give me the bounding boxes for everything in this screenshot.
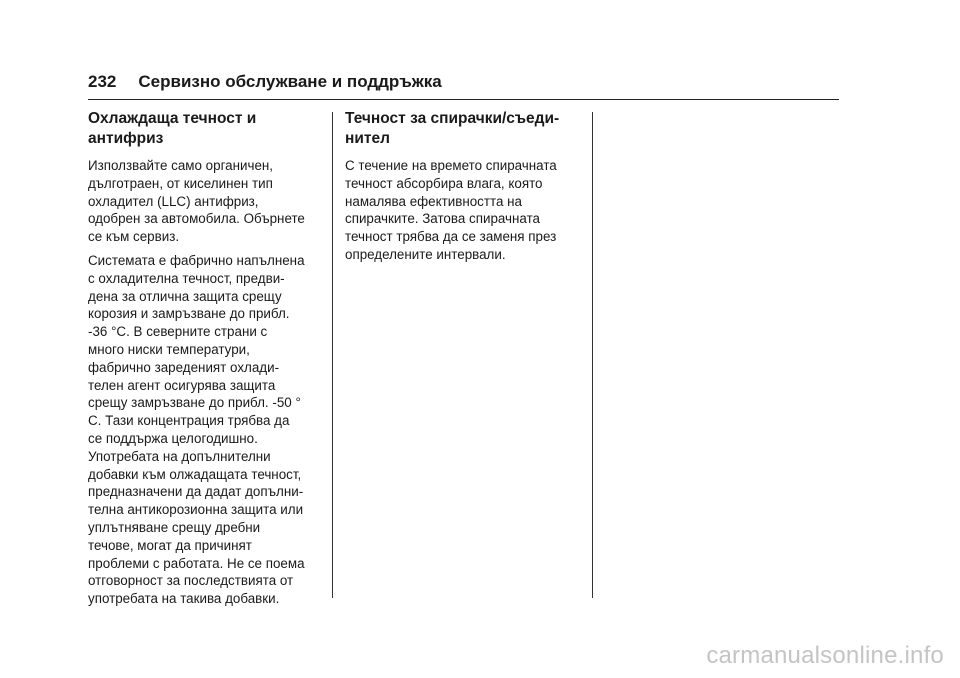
text-line: отговорност за последствията от bbox=[88, 573, 294, 589]
brake-fluid-section bbox=[345, 109, 585, 270]
heading-line: антифриз bbox=[88, 130, 164, 147]
text-line: течност трябва да се заменя през bbox=[345, 229, 557, 245]
text-line: течове, могат да причинят bbox=[88, 537, 252, 553]
text-line: дълготраен, от киселинен тип bbox=[88, 175, 273, 191]
section-heading bbox=[88, 109, 333, 149]
text-line: C. Тази концентрация трябва да bbox=[88, 413, 290, 429]
text-line: корозия и замръзване до прибл. bbox=[88, 306, 290, 322]
text-line: телен агент осигурява защита bbox=[88, 377, 276, 393]
text-line: уплътняване срещу дребни bbox=[88, 519, 261, 535]
column-divider bbox=[592, 112, 593, 598]
column-divider bbox=[332, 112, 333, 598]
text-line: намалява ефективността на bbox=[345, 193, 523, 209]
text-line: С течение на времето спирачната bbox=[345, 158, 557, 173]
text-line: с охладителна течност, предви- bbox=[88, 270, 285, 286]
text-line: охладител (LLC) антифриз, bbox=[88, 193, 259, 209]
text-line: проблеми с работата. Не се поема bbox=[88, 555, 305, 571]
section-heading bbox=[345, 109, 585, 149]
heading-line: Течност за спирачки/съеди- bbox=[345, 110, 560, 127]
header-rule bbox=[88, 99, 839, 100]
text-line: Системата е фабрично напълнена bbox=[88, 252, 305, 268]
text-line: се към сервиз. bbox=[88, 229, 180, 245]
text-line: -36 °C. В северните страни с bbox=[88, 324, 268, 340]
page-header bbox=[88, 72, 442, 92]
text-line: дена за отлична защита срещу bbox=[88, 288, 282, 304]
page-number: 232 bbox=[88, 72, 117, 91]
text-line: добавки към олжадащата течност, bbox=[88, 466, 302, 482]
text-line: фабрично зареденият охлади- bbox=[88, 359, 280, 375]
watermark: carmanualsonline.info bbox=[706, 642, 944, 669]
text-line: много ниски температури, bbox=[88, 341, 250, 357]
text-line: спирачките. Затова спирачната bbox=[345, 211, 540, 227]
paragraph bbox=[345, 157, 585, 264]
text-line: употребата на такива добавки. bbox=[88, 591, 280, 607]
text-line: телна антикорозионна защита или bbox=[88, 502, 304, 518]
text-line: Използвайте само органичен, bbox=[88, 158, 274, 173]
text-line: течност абсорбира влага, която bbox=[345, 175, 543, 191]
page-title: Сервизно обслужване и поддръжка bbox=[138, 72, 442, 91]
text-line: срещу замръзване до прибл. -50 ° bbox=[88, 395, 301, 411]
coolant-section bbox=[88, 109, 333, 614]
paragraph bbox=[88, 252, 333, 608]
text-line: се поддържа целогодишно. bbox=[88, 430, 258, 446]
text-line: предназначени да дадат допълни- bbox=[88, 484, 304, 500]
text-line: определените интервали. bbox=[345, 246, 506, 262]
heading-line: нител bbox=[345, 130, 390, 147]
text-line: Употребата на допълнителни bbox=[88, 448, 271, 464]
text-line: одобрен за автомобила. Обърнете bbox=[88, 211, 305, 227]
heading-line: Охлаждаща течност и bbox=[88, 110, 257, 127]
paragraph bbox=[88, 157, 333, 246]
